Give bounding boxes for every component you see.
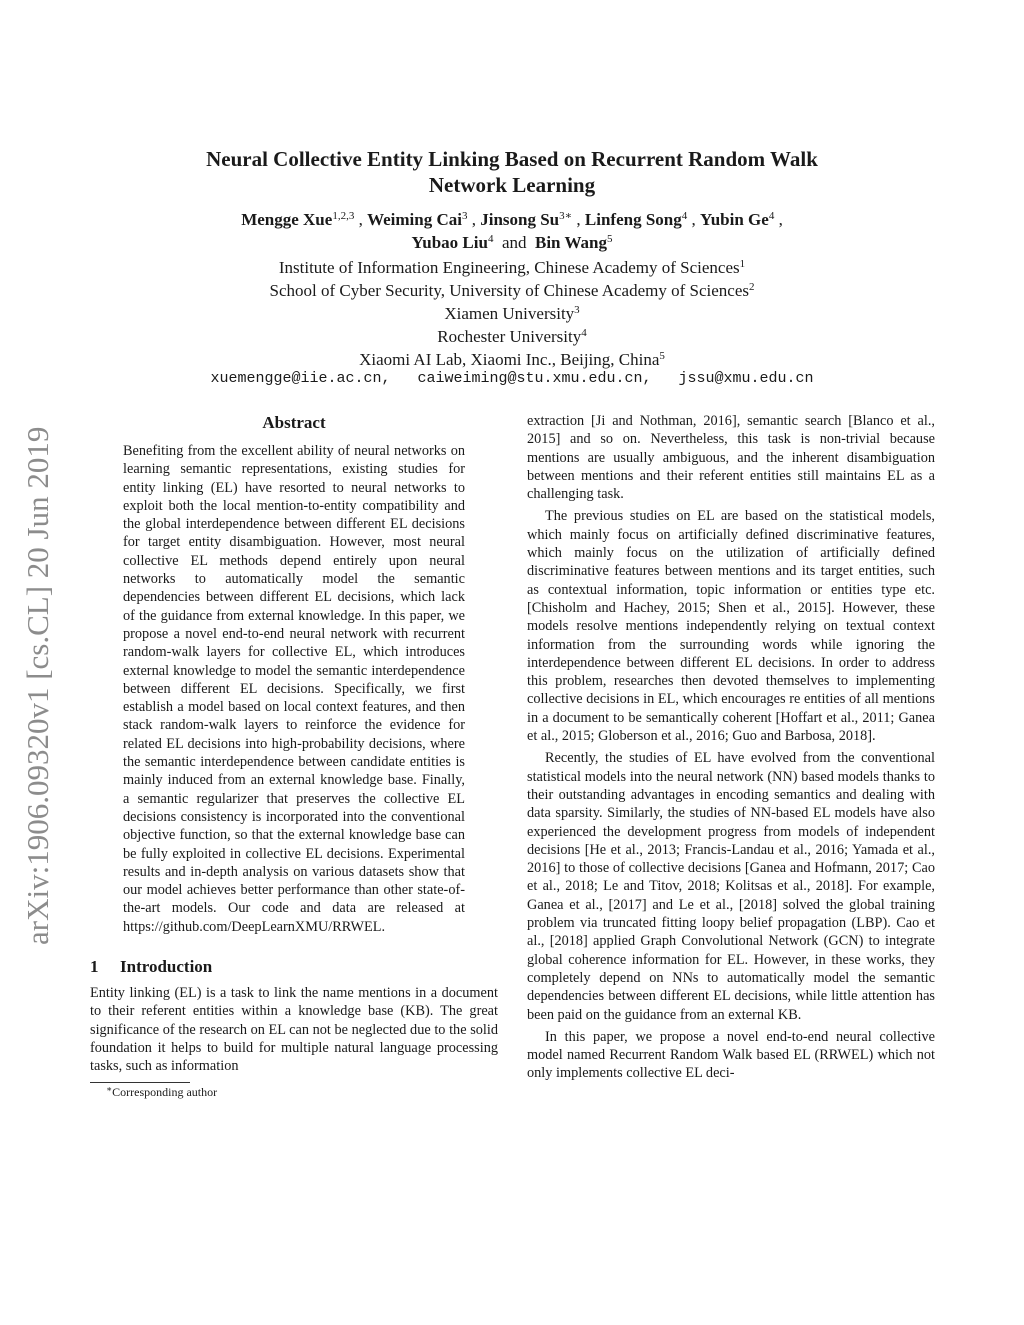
right-column (527, 412, 935, 1083)
affiliation: Institute of Information Engineering, Chinese Academy of Sciences$^1$ (278, 258, 746, 277)
affiliation: School of Cyber Security, University of Chinese Academy of Sciences$^2$ (269, 281, 755, 300)
title-line-1: Neural Collective Entity Linking Based on Recurrent Random Walk (206, 147, 818, 171)
author-name: Bin Wang (534, 233, 607, 252)
body-paragraph: In this paper, we propose a novel end-to-end neural collective model named Recurrent Random Walk based EL (RRWEL) which not only implements collective EL deci- (527, 1028, 935, 1082)
author-name: Yubao Liu (411, 233, 488, 252)
affiliation-list (100, 256, 924, 371)
left-column (90, 412, 498, 1100)
abstract-heading: Abstract (262, 413, 326, 432)
author-name: Linfeng Song (584, 210, 682, 229)
section-title: Introduction (120, 957, 213, 977)
affiliation: Xiamen University$^3$ (444, 304, 580, 323)
paper-title (100, 146, 924, 198)
intro-paragraph: Entity linking (EL) is a task to link the name mentions in a document to their referent entities within a knowledge base (KB). The great significance of the research on EL can not be neglected due to the solid foundation it helps to build for multiple natural language processing tasks, such as information (90, 985, 498, 1075)
author-emails: xuemengge@iie.ac.cn, caiweiming@stu.xmu.edu.cn, jssu@xmu.edu.cn (210, 370, 814, 387)
section-heading-introduction (90, 956, 498, 978)
affiliation: Xiaomi AI Lab, Xiaomi Inc., Beijing, China$^5$ (359, 350, 665, 369)
author-name: Yubin Ge (699, 210, 769, 229)
footnote-divider (90, 1082, 190, 1083)
section-number: 1 (90, 957, 99, 977)
author-name: Weiming Cai (367, 210, 462, 229)
author-list: Mengge Xue$^{1,2,3}$ , Weiming Cai$^3$ , Jinsong $Su^{3∗}$ , Linfeng Song$^4$ , Yubin Ge$^4$ , Yubao Liu$^4$ and Bin Wang$^5$ (241, 210, 783, 252)
body-paragraph: The previous studies on EL are based on the statistical models, which mainly focus on artificially defined discriminative features, which mainly focus on the utilization of artificially defined discriminative features between mentions and its target entities, such as contextual information, topic information or entities type etc. [Chisholm and Hachey, 2015; Shen et al., 2015]. However, these models resolve mentions independently relying on textual context information from the surrounding words while ignoring the interdependence between different EL decisions. In order to address this problem, researches then devoted themselves to implementing collective decisions in EL, which encourages re entities of all mentions in a document to be semantically coherent [Hoffart et al., 2011; Ganea et al., 2015; Globerson et al., 2016; Guo and Barbosa, 2018]. (527, 508, 935, 745)
title-line-2: Network Learning (428, 173, 596, 197)
affiliation: Rochester University$^4$ (437, 327, 587, 346)
body-paragraph: Recently, the studies of EL have evolved from the conventional statistical models into the neural network (NN) based models thanks to their outstanding advantages in encoding semantics and dealing with data sparsity. Similarly, the studies of NN-based EL models have also experienced the development progress from models of independent decisions [He et al., 2013; Francis-Landau et al., 2016; Yamada et al., 2016] to those of collective decisions [Ganea and Hofmann, 2017; Cao et al., 2018; Le and Titov, 2018; Kolitsas et al., 2018]. For example, Ganea et al., [2017] and Le et al., [2018] solved the global training problem via truncated fitting loopy belief propagation (LBP). Cao et al., [2018] applied Graph Convolutional Network (GCN) to integrate global coherence information for EL. However, in these works, they completely depend on NNs to automatically model the semantic dependencies between different EL decisions, while little attention has been paid on the guidance from an external KB. (527, 750, 935, 1023)
author-name: Jinsong Su (480, 210, 560, 229)
abstract-body: Benefiting from the excellent ability of neural networks on learning semantic representations, existing studies for entity linking (EL) have resorted to neural networks to exploit both the local mention-to-entity compatibility and the global interdependence between different EL decisions for target entity disambiguation. However, most neural collective EL methods depend entirely upon neural networks to automatically model the semantic dependencies between different EL decisions, which lack of the guidance from external knowledge. In this paper, we propose a novel end-to-end neural network with recurrent random-walk layers for collective EL, which introduces external knowledge to model the semantic interdependence between different EL decisions. Specifically, we first establish a model based on local context features, and then stack random-walk layers to reinforce the evidence for related EL decisions into high-probability decisions, where the semantic interdependence between candidate entities is mainly induced from an external knowledge base. Finally, a semantic regularizer that preserves the collective EL decisions consistency is incorporated into the conventional objective function, so that the external knowledge base can be fully exploited in collective EL decisions. Experimental results and in-depth analysis on various datasets show that our model achieves better performance than other state-of-the-art models. Our code and data are released at https://github.com/DeepLearnXMU/RRWEL. (123, 443, 465, 935)
arxiv-identifier: arXiv:1906.09320v1 [cs.CL] 20 Jun 2019 (20, 426, 55, 945)
footnote: ∗Corresponding author (106, 1083, 218, 1099)
body-paragraph: extraction [Ji and Nothman, 2016], semantic search [Blanco et al., 2015] and so on. Nevertheless, this task is non-trivial because mentions are usually ambiguous, and the inherent disambiguation between mentions and their referent entities still maintains EL as a challenging task. (527, 413, 935, 503)
author-name: Mengge Xue (241, 210, 333, 229)
